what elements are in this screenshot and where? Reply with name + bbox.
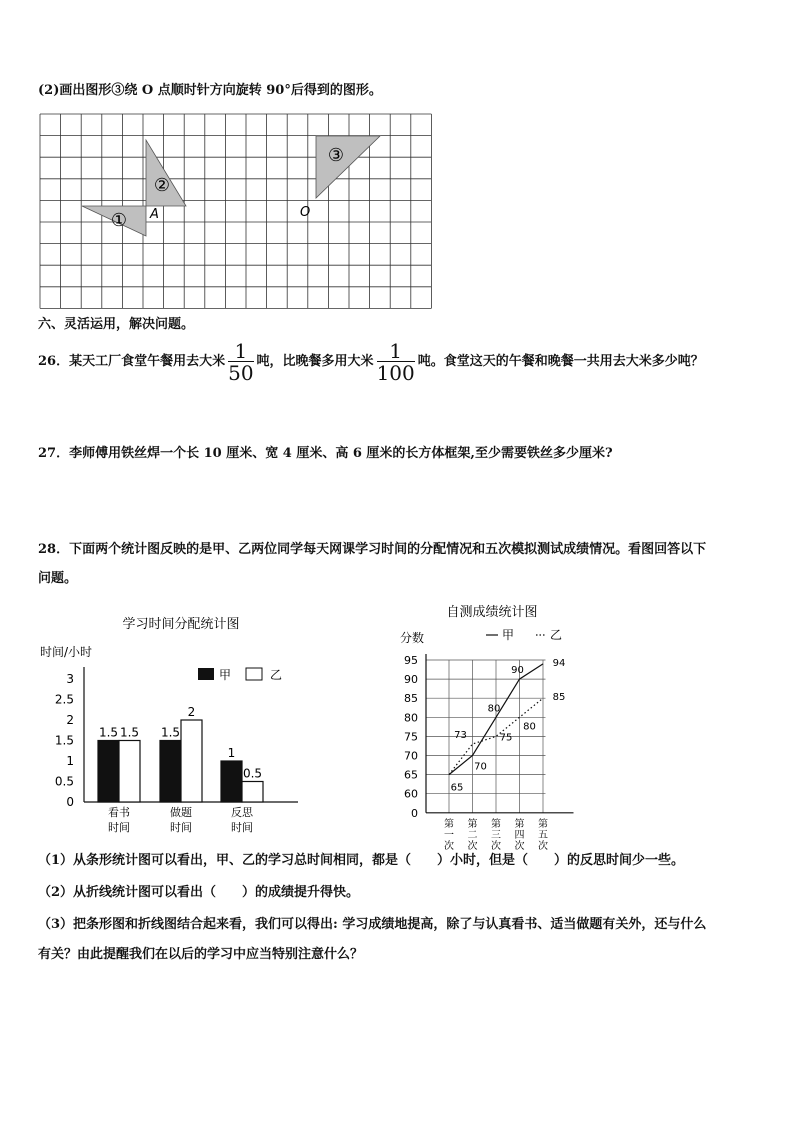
bar-yi	[119, 741, 140, 803]
bar-chart-ylabel: 时间/小时	[40, 645, 93, 659]
legend-label-yi: 乙	[550, 628, 563, 642]
bar-y-tick-label: 0	[66, 795, 74, 809]
bar-category-label: 时间	[170, 821, 192, 834]
bar-chart-study-time	[36, 612, 316, 842]
line-y-tick-label: 80	[404, 711, 418, 725]
question-28-line1: 28．下面两个统计图反映的是甲、乙两位同学每天网课学习时间的分配情况和五次模拟测试成绩情况。看图回答以下	[38, 542, 707, 557]
bar-category-label: 看书	[108, 806, 130, 819]
legend-swatch-yi	[246, 668, 262, 680]
bar-chart-title: 学习时间分配统计图	[122, 617, 240, 632]
line-y-tick-label: 65	[404, 768, 418, 782]
line-data-label-jia: 80	[487, 703, 501, 715]
section-6-heading: 六、灵活运用，解决问题。	[38, 317, 195, 332]
point-a-label: A	[150, 207, 159, 222]
legend-swatch-jia	[198, 668, 214, 680]
line-y-tick-label: 95	[404, 654, 418, 667]
sub-question-1: （1）从条形统计图可以看出，甲、乙的学习总时间相同，都是（ ）小时，但是（ ）的反思时间少一些。	[38, 853, 685, 868]
bar-y-tick-label: 3	[66, 672, 74, 686]
line-category-label: 次	[514, 840, 525, 852]
line-data-label-jia: 90	[511, 665, 524, 677]
line-category-label: 第	[491, 818, 501, 830]
shape-1-label: ①	[110, 210, 128, 231]
rotation-grid-figure	[36, 110, 436, 310]
bar-yi	[242, 782, 263, 803]
sub-question-2: （2）从折线统计图可以看出（ ）的成绩提升得快。	[38, 885, 360, 900]
legend-label-jia: 甲	[502, 628, 515, 642]
legend-label-yi: 乙	[270, 668, 283, 682]
sub-question-3-line1: （3）把条形图和折线图结合起来看，我们可以得出: 学习成绩地提高，除了与认真看书、适当做题有关外，还与什么	[38, 917, 707, 932]
line-category-label: 次	[538, 840, 548, 852]
q26-middle: 吨，比晚餐多用大米	[256, 354, 374, 369]
bar-category-label: 时间	[108, 821, 130, 834]
bar-data-label: 2	[187, 705, 196, 719]
bar-jia	[221, 761, 242, 802]
legend-label-jia: 甲	[219, 668, 232, 682]
line-y-tick-label: 90	[404, 673, 418, 687]
line-category-label: 四	[514, 829, 525, 841]
bar-category-label: 做题	[170, 806, 192, 819]
q26-suffix: 吨。食堂这天的午餐和晚餐一共用去大米多少吨？	[417, 354, 704, 369]
line-data-label-yi: 65	[450, 782, 464, 794]
line-chart-title: 自测成绩统计图	[446, 605, 538, 620]
bar-data-label: 1.5	[119, 725, 140, 740]
line-data-label-yi: 73	[454, 730, 467, 742]
bar-y-tick-label: 0.5	[54, 774, 74, 789]
bar-data-label: 0.5	[242, 766, 263, 781]
line-data-label-jia: 94	[552, 657, 566, 669]
line-category-label: 一	[444, 829, 454, 841]
bar-yi	[181, 720, 202, 802]
line-category-label: 五	[538, 829, 548, 841]
question-27: 27．李师傅用铁丝焊一个长 10 厘米、宽 4 厘米、高 6 厘米的长方体框架,至少需要铁丝多少厘米?	[38, 446, 613, 461]
point-o-label: O	[300, 205, 311, 220]
q26-prefix: 26．某天工厂食堂午餐用去大米	[38, 354, 226, 369]
bar-data-label: 1.5	[98, 725, 119, 740]
bar-category-label: 时间	[231, 821, 253, 834]
line-y-tick-label: 85	[404, 692, 418, 706]
rotate-question: (2)画出图形③绕 O 点顺时针方向旋转 90°后得到的图形。	[38, 83, 382, 98]
line-data-label-jia: 70	[474, 761, 487, 773]
line-chart-ylabel: 分数	[400, 631, 425, 645]
line-y-tick-label: 70	[404, 749, 418, 763]
bar-y-tick-label: 1.5	[54, 733, 74, 748]
bar-y-tick-label: 2.5	[54, 692, 74, 707]
line-category-label: 第	[514, 818, 525, 830]
fraction-1-100: $\frac{1}{100}$	[376, 338, 415, 385]
line-category-label: 第	[444, 818, 454, 830]
shape-2	[146, 140, 186, 206]
line-category-label: 三	[491, 829, 501, 841]
line-category-label: 次	[444, 840, 454, 852]
line-y-tick-label: 60	[404, 787, 418, 801]
line-y-tick-label: 75	[404, 730, 418, 744]
bar-data-label: 1	[227, 746, 236, 760]
question-28-line2: 问题。	[38, 571, 78, 586]
line-category-label: 二	[467, 829, 478, 841]
bar-jia	[98, 741, 119, 803]
fraction-1-50: $\frac{1}{50}$	[228, 338, 254, 385]
line-category-label: 次	[491, 840, 501, 852]
line-data-label-yi: 85	[552, 692, 566, 704]
line-category-label: 第	[538, 818, 548, 830]
line-category-label: 次	[467, 840, 478, 852]
bar-y-tick-label: 2	[66, 713, 74, 727]
shape-3-label: ③	[327, 145, 345, 166]
line-y-tick-label: 0	[411, 806, 418, 820]
bar-jia	[160, 741, 181, 803]
line-data-label-yi: 80	[523, 721, 536, 733]
bar-y-tick-label: 1	[66, 754, 74, 768]
line-chart-test-scores	[396, 600, 596, 852]
line-data-label-yi: 75	[499, 732, 513, 744]
shape-3	[316, 136, 380, 198]
sub-question-3-line2: 有关？由此提醒我们在以后的学习中应当特别注意什么？	[38, 947, 364, 962]
shape-2-label: ②	[153, 175, 171, 196]
question-26	[38, 340, 704, 384]
bar-category-label: 反思	[231, 806, 253, 819]
bar-data-label: 1.5	[160, 725, 181, 740]
line-category-label: 第	[467, 818, 478, 830]
